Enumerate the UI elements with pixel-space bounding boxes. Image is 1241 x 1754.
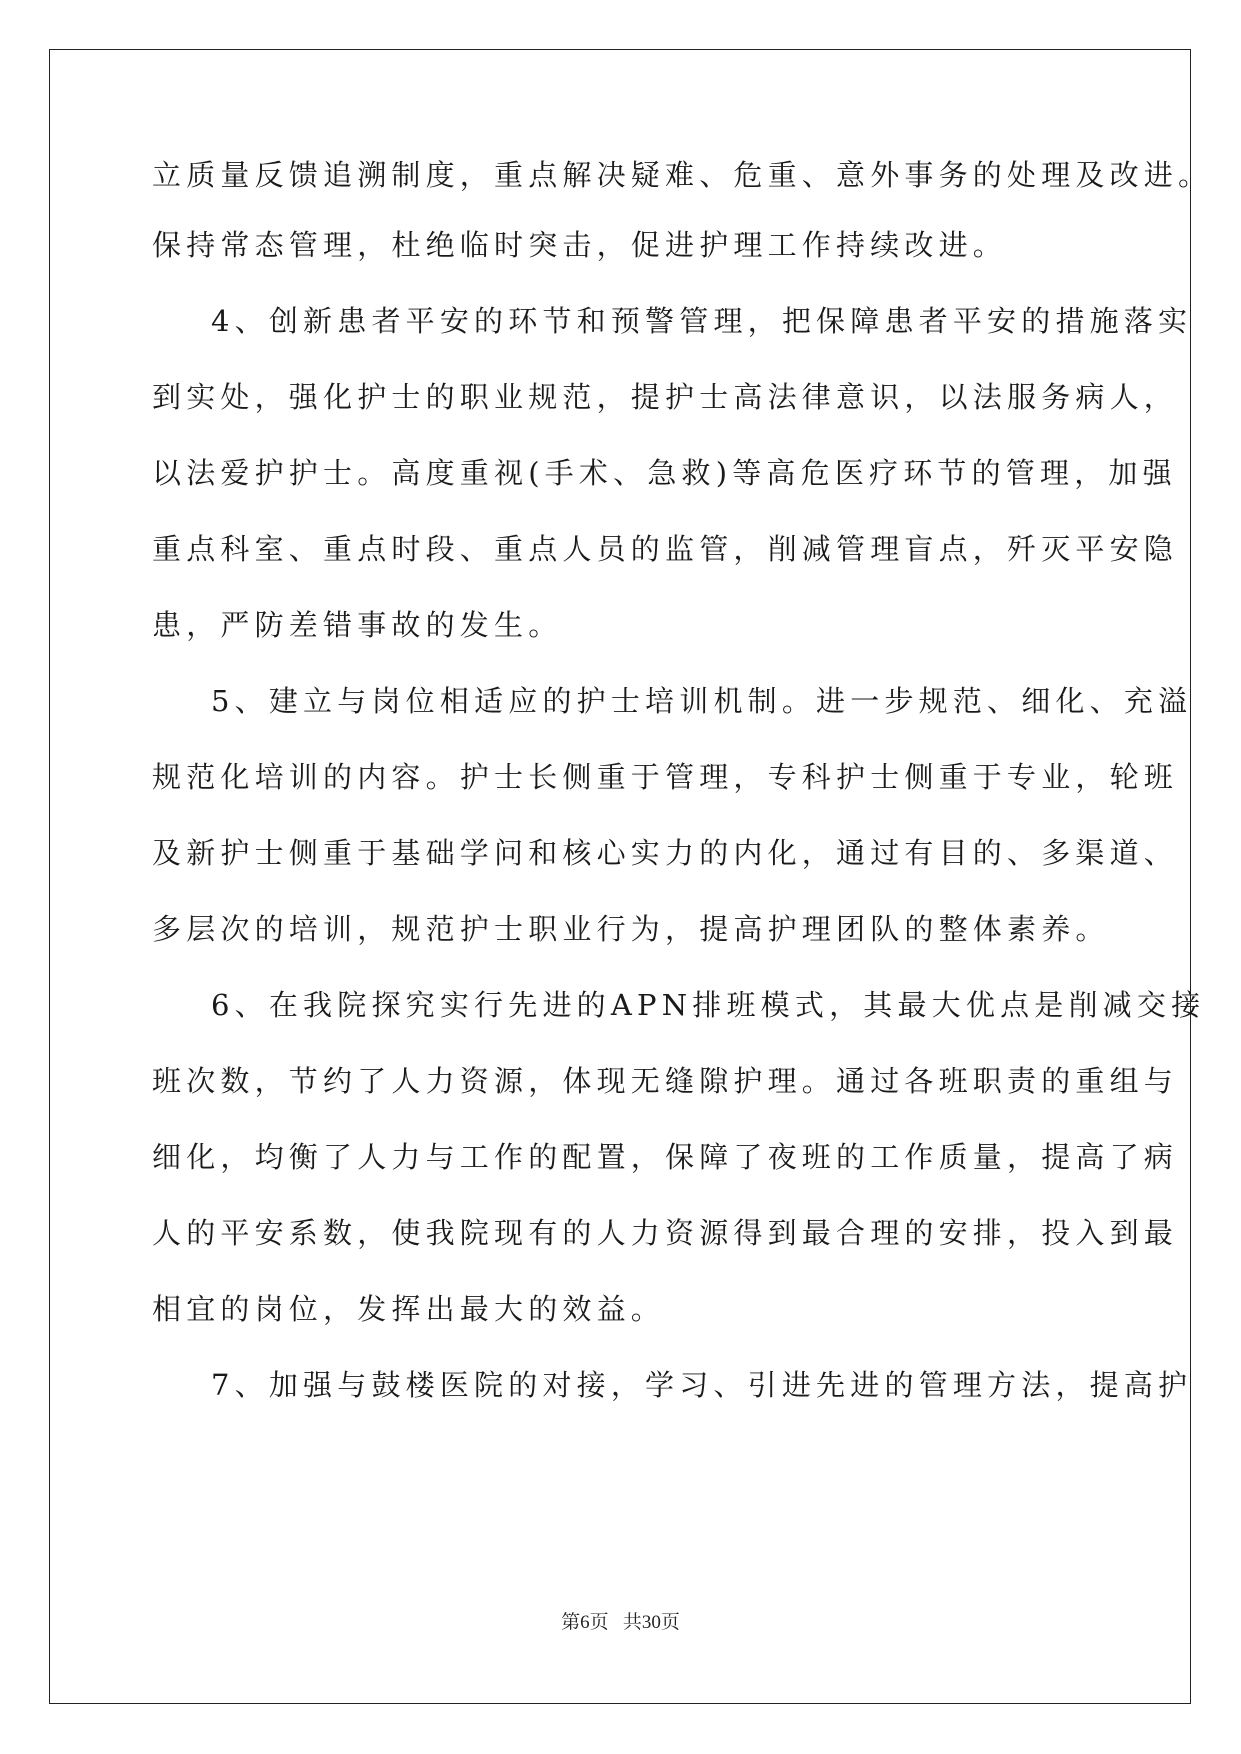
text-line: 及新护士侧重于基础学问和核心实力的内化，通过有目的、多渠道、 xyxy=(152,836,1179,870)
text-line: 立质量反馈追溯制度，重点解决疑难、危重、意外事务的处理及改进。 xyxy=(152,158,1213,192)
text-line: 保持常态管理，杜绝临时突击，促进护理工作持续改进。 xyxy=(152,228,1008,262)
page-number: 第6页 xyxy=(561,1612,609,1633)
paragraph-6-start: 6、在我院探究实行先进的APN排班模式，其最大优点是削减交接 xyxy=(211,988,1206,1022)
page-footer xyxy=(0,1611,1241,1635)
text-line: 重点科室、重点时段、重点人员的监管，削减管理盲点，歼灭平安隐 xyxy=(152,532,1179,566)
text-line: 多层次的培训，规范护士职业行为，提高护理团队的整体素养。 xyxy=(152,912,1110,946)
text-line: 患，严防差错事故的发生。 xyxy=(152,608,563,642)
text-line: 到实处，强化护士的职业规范，提护士高法律意识，以法服务病人， xyxy=(152,380,1179,414)
text-line: 相宜的岗位，发挥出最大的效益。 xyxy=(152,1292,666,1326)
page-border xyxy=(49,49,1191,1704)
paragraph-7-start: 7、加强与鼓楼医院的对接，学习、引进先进的管理方法，提高护 xyxy=(211,1368,1193,1402)
paragraph-5-start: 5、建立与岗位相适应的护士培训机制。进一步规范、细化、充溢 xyxy=(211,684,1193,718)
text-line: 班次数，节约了人力资源，体现无缝隙护理。通过各班职责的重组与 xyxy=(152,1064,1179,1098)
text-line: 规范化培训的内容。护士长侧重于管理，专科护士侧重于专业，轮班 xyxy=(152,760,1179,794)
text-line: 人的平安系数，使我院现有的人力资源得到最合理的安排，投入到最 xyxy=(152,1216,1179,1250)
paragraph-4-start: 4、创新患者平安的环节和预警管理，把保障患者平安的措施落实 xyxy=(211,304,1193,338)
text-line: 细化，均衡了人力与工作的配置，保障了夜班的工作质量，提高了病 xyxy=(152,1140,1179,1174)
text-line: 以法爱护护士。高度重视(手术、急救)等高危医疗环节的管理，加强 xyxy=(152,456,1177,490)
page-total: 共30页 xyxy=(622,1612,680,1633)
